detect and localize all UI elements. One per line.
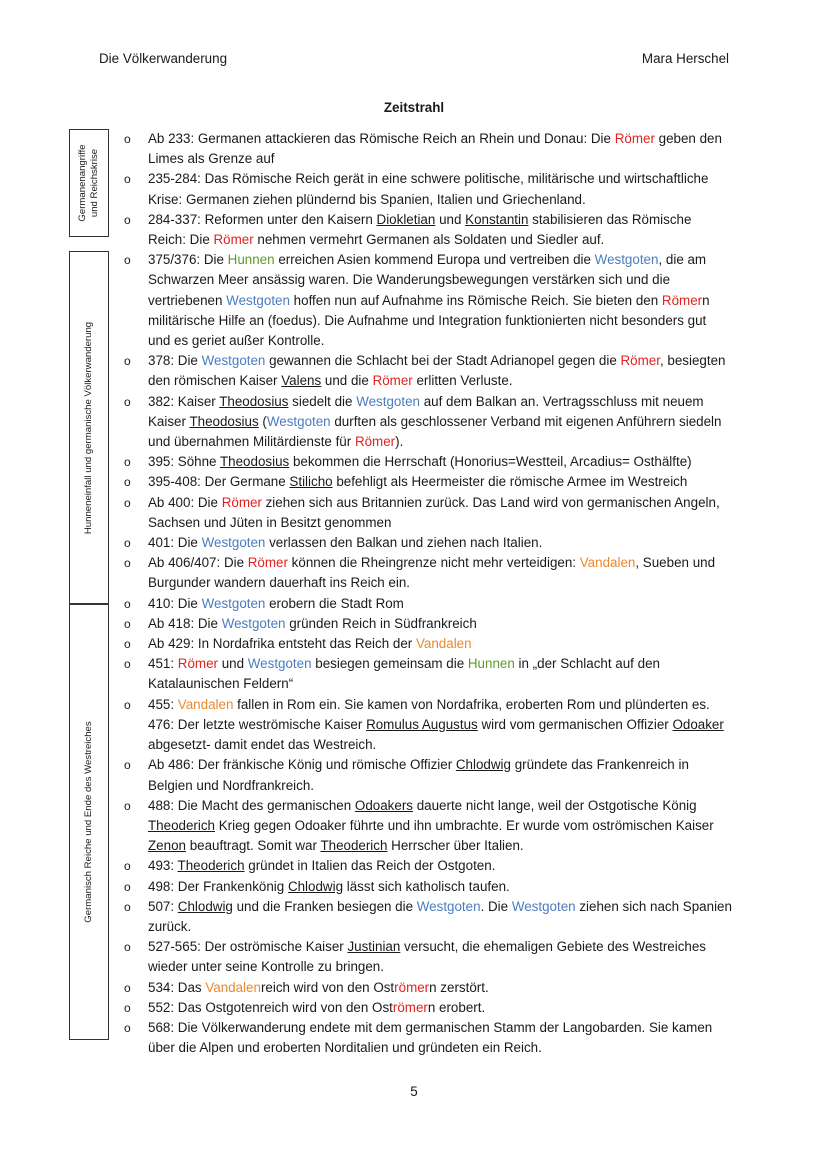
entry-text: , besiegten den römischen Kaiser: [148, 353, 726, 389]
page-heading: Zeitstrahl: [383, 100, 445, 115]
entry-text: römer: [394, 979, 430, 995]
entry-text: erobern die Stadt Rom: [265, 595, 404, 611]
timeline-entry: [120, 1018, 732, 1058]
entry-text: Westgoten: [201, 353, 266, 369]
entry-text: abgesetzt- damit endet das Westreich.: [148, 737, 377, 753]
entry-text: Römer: [213, 232, 254, 248]
entry-text: Hunnen: [227, 252, 275, 268]
entry-text: 410: Die: [148, 595, 202, 611]
side-label-line: und Reichskrise: [89, 148, 100, 218]
entry-text: Römer: [177, 656, 218, 672]
side-label-line: Hunneneinfall und germanische Völkerwanderung: [83, 321, 94, 534]
bullet-icon: o: [124, 637, 131, 652]
entry-text: römer: [392, 999, 428, 1015]
side-label-line: Germanenangriffe: [77, 144, 88, 222]
bullet-icon: o: [124, 354, 131, 369]
timeline-entry: [120, 472, 732, 492]
entry-text: , die am Schwarzen Meer ansässig waren. Die Wanderungsbewegungen verstärken sich und die vertriebenen: [148, 252, 707, 308]
bullet-icon: o: [124, 758, 131, 773]
entry-text: Hunnen: [467, 656, 515, 672]
entry-text: Vandalen: [415, 636, 472, 652]
entry-text: Römer: [354, 434, 396, 450]
author-name: Mara Herschel: [641, 51, 729, 66]
entry-text: Westgoten: [594, 252, 659, 268]
entry-text: und die: [321, 373, 373, 389]
entry-text: 395-408: Der Germane: [148, 474, 290, 490]
timeline-entry: [120, 796, 732, 857]
entry-text: wird vom germanischen Offizier: [477, 716, 673, 732]
entry-text: n militärische Hilfe an (foedus). Die Aufnahme und Integration funktionierten nicht besonders gut und es geriet außer Kontrolle.: [148, 292, 710, 349]
entry-text: 284-337: Reformen unter den Kaisern: [148, 211, 377, 227]
entry-text: Valens: [281, 373, 322, 389]
bullet-icon: o: [124, 596, 131, 611]
entry-text: Theodosius: [189, 413, 259, 429]
entry-text: Romulus Augustus: [366, 716, 478, 732]
entry-text: Vandalen: [579, 555, 636, 571]
side-label-line: Germanisch Reiche und Ende des Westreiches: [83, 721, 94, 923]
bullet-icon: o: [124, 394, 131, 409]
entry-text: 395: Söhne: [148, 454, 220, 470]
entry-text: nehmen vermehrt Germanen als Soldaten und Siedler auf.: [253, 232, 605, 248]
entry-text: Römer: [247, 555, 288, 571]
entry-text: bekommen die Herrschaft (Honorius=Westteil, Arcadius= Osthälfte): [289, 454, 692, 470]
entry-text: 382: Kaiser: [148, 393, 220, 409]
entry-text: geben den Limes als Grenze auf: [148, 131, 722, 167]
entry-text: 568: Die Völkerwanderung endete mit dem germanischen Stamm der Langobarden. Sie kamen über die Alpen und eroberten Norditalien und gründeten ein Reich.: [148, 1019, 713, 1056]
entry-text: versucht, die ehemaligen Gebiete des Westreiches wieder unter seine Kontrolle zu bringen.: [148, 939, 706, 975]
timeline-entry: [120, 351, 732, 391]
bullet-icon: o: [124, 1000, 131, 1015]
timeline-entry: [120, 169, 732, 209]
entry-text: erreichen Asien kommend Europa und vertreiben die: [274, 252, 595, 268]
side-section-label-3: [69, 604, 109, 1040]
entry-text: Ab 418: Die: [148, 615, 222, 631]
entry-text: Krieg gegen Odoaker führte und ihn umbrachte. Er wurde vom oströmischen Kaiser: [215, 817, 714, 833]
timeline-entry: [120, 937, 732, 977]
entry-text: Römer: [620, 353, 660, 369]
timeline-entry: [120, 452, 732, 472]
entry-text: Römer: [221, 494, 262, 510]
entry-text: Westgoten: [416, 898, 481, 914]
timeline-entry: [120, 493, 732, 533]
entry-text: Ab 233: Germanen attackieren das Römische Reich an Rhein und Donau: Die: [148, 131, 615, 146]
entry-text: Diokletian: [376, 211, 436, 227]
bullet-icon: o: [124, 475, 131, 490]
bullet-icon: o: [124, 556, 131, 571]
entry-text: ziehen sich nach Spanien zurück.: [148, 898, 732, 934]
timeline-entry: [120, 978, 732, 998]
entry-text: Odoaker: [672, 716, 724, 732]
bullet-icon: o: [124, 212, 131, 227]
entry-text: 451:: [148, 656, 178, 672]
bullet-icon: o: [124, 657, 131, 672]
bullet-icon: o: [124, 495, 131, 510]
entry-text: siedelt die: [288, 393, 357, 409]
entry-text: und: [435, 211, 466, 227]
timeline-entry: [120, 250, 732, 351]
timeline-entry: [120, 695, 732, 756]
entry-text: reich wird von den Ost: [260, 979, 395, 995]
entry-text: Westgoten: [247, 656, 312, 672]
bullet-icon: o: [124, 879, 131, 894]
entry-text: Römer: [614, 131, 655, 146]
entry-text: verlassen den Balkan und ziehen nach Italien.: [265, 535, 543, 551]
bullet-icon: o: [124, 1020, 131, 1035]
entry-text: 235-284: Das Römische Reich gerät in eine schwere politische, militärische und wirtschaftliche Krise: Germanen ziehen plündernd bis Spanien, Italien und Griechenland.: [148, 171, 709, 207]
timeline-entry: [120, 614, 732, 634]
entry-text: Chlodwig: [287, 878, 344, 894]
bullet-icon: o: [124, 132, 131, 146]
entry-text: Ab 406/407: Die: [148, 555, 248, 571]
timeline-entry: [120, 634, 732, 654]
timeline-entry: [120, 594, 732, 614]
bullet-icon: o: [124, 253, 131, 268]
entry-text: lässt sich katholisch taufen.: [343, 878, 510, 894]
entry-text: Zenon: [148, 838, 186, 854]
entry-text: befehligt als Heermeister die römische Armee im Westreich: [332, 474, 688, 490]
timeline-entry: [120, 392, 732, 453]
entry-text: 488: Die Macht des germanischen: [148, 797, 355, 813]
entry-text: Vandalen: [177, 696, 234, 712]
entry-text: Ab 400: Die: [148, 494, 222, 510]
timeline-entry: [120, 553, 732, 593]
entry-text: Ab 486: Der fränkische König und römische Offizier: [148, 757, 456, 773]
entry-text: beauftragt. Somit war: [185, 838, 321, 854]
entry-text: 378: Die: [148, 353, 202, 369]
entry-text: gründet in Italien das Reich der Ostgoten.: [244, 858, 496, 874]
entry-text: Römer: [661, 292, 703, 308]
entry-text: 507:: [148, 898, 178, 914]
timeline-entry: [120, 755, 732, 795]
entry-text: , Sueben und Burgunder wandern dauerhaft ins Reich ein.: [148, 555, 716, 591]
entry-text: n zerstört.: [429, 979, 489, 995]
entry-text: Westgoten: [201, 535, 266, 551]
entry-text: Westgoten: [511, 898, 576, 914]
entry-text: 375/376: Die: [148, 252, 228, 268]
entry-text: besiegen gemeinsam die: [311, 656, 468, 672]
entry-text: Herrscher über Italien.: [387, 838, 524, 854]
entry-text: Vandalen: [205, 979, 261, 995]
entry-text: Westgoten: [226, 292, 290, 308]
entry-text: erlitten Verluste.: [412, 373, 513, 389]
timeline-entry: [120, 856, 732, 876]
entry-text: Chlodwig: [177, 898, 233, 914]
entry-text: durften als geschlossener Verband mit eigenen Anführern siedeln und übernahmen Militärdienste für: [148, 413, 722, 450]
entry-text: stabilisieren das Römische Reich: Die: [148, 211, 692, 248]
entry-text: Odoakers: [354, 797, 413, 813]
entry-text: hoffen nun auf Aufnahme ins Römische Reich. Sie bieten den: [289, 292, 662, 308]
entry-text: (: [258, 413, 267, 429]
entry-text: gründen Reich in Südfrankreich: [285, 615, 477, 631]
entry-text: fallen in Rom ein. Sie kamen von Nordafrika, eroberten Rom und plünderten es. 476: Der letzte weströmische Kaiser: [148, 696, 710, 732]
document-title: Die Völkerwanderung: [99, 51, 228, 66]
page-number: 5: [410, 1084, 418, 1099]
entry-text: gründete das Frankenreich in Belgien und Nordfrankreich.: [148, 757, 689, 793]
bullet-icon: o: [124, 798, 131, 813]
entry-text: Theodosius: [219, 393, 289, 409]
timeline-entry: [120, 210, 732, 250]
side-section-label-1: [69, 129, 109, 237]
entry-text: Westgoten: [201, 595, 266, 611]
entry-text: Stilicho: [289, 474, 333, 490]
entry-text: ziehen sich aus Britannien zurück. Das Land wird von germanischen Angeln, Sachsen und Jüten in Besitzt genommen: [148, 494, 720, 530]
bullet-icon: o: [124, 859, 131, 874]
bullet-icon: o: [124, 455, 131, 470]
timeline-entry: [120, 897, 732, 937]
entry-text: Westgoten: [356, 393, 420, 409]
entry-text: können die Rheingrenze nicht mehr verteidigen:: [287, 555, 580, 571]
entry-text: Westgoten: [266, 413, 331, 429]
entry-text: ).: [395, 434, 404, 450]
bullet-icon: o: [124, 899, 131, 914]
entry-text: Theoderich: [320, 838, 388, 854]
entry-text: und: [217, 656, 248, 672]
bullet-icon: o: [124, 172, 131, 187]
timeline-entry: [120, 877, 732, 897]
entry-text: auf dem Balkan an. Vertragsschluss mit neuem Kaiser: [148, 393, 704, 429]
entry-text: Westgoten: [221, 615, 286, 631]
entry-text: 498: Der Frankenkönig: [148, 878, 288, 894]
entry-text: Ab 429: In Nordafrika entsteht das Reich der: [148, 636, 416, 652]
entry-text: Theoderich: [177, 858, 245, 874]
entry-text: 401: Die: [148, 535, 202, 551]
entry-text: 552: Das Ostgotenreich wird von den Ost: [148, 999, 393, 1015]
entry-text: 534: Das: [148, 979, 206, 995]
entry-text: Römer: [372, 373, 413, 389]
timeline-list: [120, 129, 732, 1058]
timeline-entry: [120, 533, 732, 553]
entry-text: Justinian: [347, 939, 401, 955]
entry-text: 455:: [148, 696, 178, 712]
bullet-icon: o: [124, 616, 131, 631]
entry-text: n erobert.: [427, 999, 486, 1015]
entry-text: Chlodwig: [455, 757, 511, 773]
side-section-label-2: [69, 251, 109, 604]
timeline-entry: [120, 129, 732, 169]
bullet-icon: o: [124, 697, 131, 712]
entry-text: und die Franken besiegen die: [232, 898, 417, 914]
entry-text: in „der Schlacht auf den Katalaunischen Feldern“: [148, 656, 660, 692]
entry-text: dauerte nicht lange, weil der Ostgotische König: [412, 797, 697, 813]
bullet-icon: o: [124, 536, 131, 551]
timeline-entry: [120, 998, 732, 1018]
entry-text: gewannen die Schlacht bei der Stadt Adrianopel gegen die: [265, 353, 621, 369]
bullet-icon: o: [124, 940, 131, 955]
entry-text: Theodosius: [219, 454, 290, 470]
entry-text: Konstantin: [465, 211, 529, 227]
entry-text: 493:: [148, 858, 178, 874]
bullet-icon: o: [124, 980, 131, 995]
entry-text: Theoderich: [148, 817, 215, 833]
entry-text: 527-565: Der oströmische Kaiser: [148, 939, 348, 955]
timeline-entry: [120, 654, 732, 694]
entry-text: . Die: [480, 898, 512, 914]
